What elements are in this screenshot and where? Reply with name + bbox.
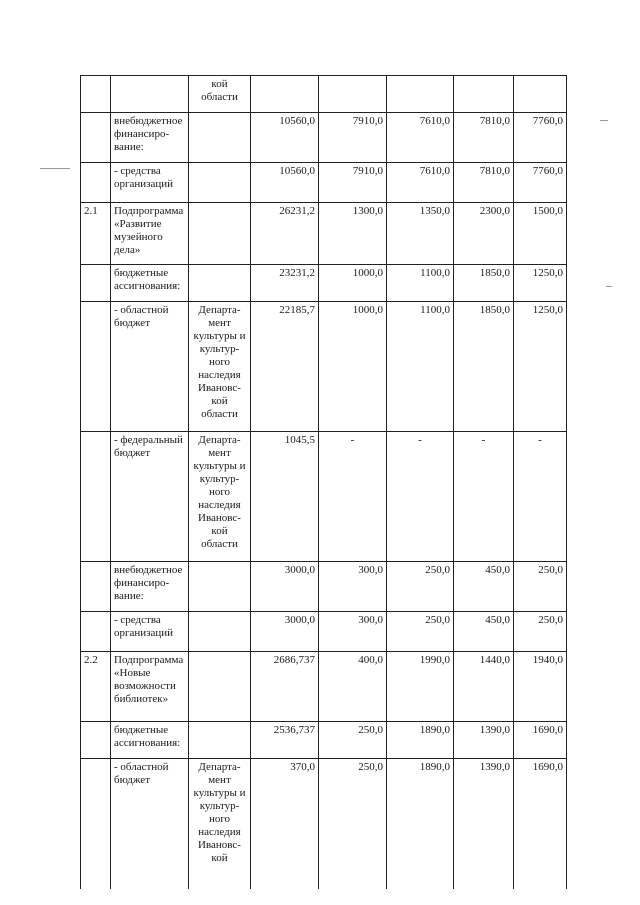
year-2-value-cell: 250,0	[387, 562, 454, 612]
year-1-value-cell: 1300,0	[319, 203, 387, 265]
year-4-value-cell: 7760,0	[514, 113, 567, 163]
table-row	[81, 163, 567, 203]
row-number-cell	[81, 759, 111, 889]
year-1-value-cell: 1000,0	[319, 302, 387, 432]
item-name-cell: внебюджетное финансиро- вание:	[111, 562, 189, 612]
executor-cell	[189, 163, 251, 203]
year-2-value-cell: 1890,0	[387, 759, 454, 889]
scan-artifact-mark	[606, 286, 612, 287]
year-1-value-cell: -	[319, 432, 387, 562]
table-row	[81, 203, 567, 265]
row-number-cell	[81, 265, 111, 302]
year-3-value-cell	[454, 76, 514, 113]
year-2-value-cell: -	[387, 432, 454, 562]
year-3-value-cell: 1850,0	[454, 302, 514, 432]
year-4-value-cell: 1250,0	[514, 302, 567, 432]
year-2-value-cell: 1100,0	[387, 265, 454, 302]
budget-table	[80, 75, 567, 889]
year-3-value-cell: 450,0	[454, 562, 514, 612]
table-row	[81, 562, 567, 612]
item-name-cell: внебюджетное финансиро- вание:	[111, 113, 189, 163]
total-value-cell: 3000,0	[251, 562, 319, 612]
executor-cell: кой области	[189, 76, 251, 113]
year-4-value-cell: 1940,0	[514, 652, 567, 722]
year-3-value-cell: 7810,0	[454, 163, 514, 203]
year-4-value-cell	[514, 76, 567, 113]
executor-cell: Департа- мент культуры и культур- ного наследия Ивановс- кой области	[189, 302, 251, 432]
year-2-value-cell	[387, 76, 454, 113]
year-3-value-cell: 1390,0	[454, 759, 514, 889]
year-1-value-cell	[319, 76, 387, 113]
year-3-value-cell: -	[454, 432, 514, 562]
table-row	[81, 76, 567, 113]
row-number-cell	[81, 562, 111, 612]
row-number-cell	[81, 302, 111, 432]
item-name-cell: - средства организаций	[111, 612, 189, 652]
year-3-value-cell: 7810,0	[454, 113, 514, 163]
item-name-cell: Подпрограмма «Развитие музейного дела»	[111, 203, 189, 265]
year-4-value-cell: 1500,0	[514, 203, 567, 265]
executor-cell	[189, 562, 251, 612]
year-1-value-cell: 300,0	[319, 562, 387, 612]
executor-cell	[189, 113, 251, 163]
item-name-cell	[111, 76, 189, 113]
year-4-value-cell: 250,0	[514, 612, 567, 652]
row-number-cell	[81, 163, 111, 203]
total-value-cell: 2536,737	[251, 722, 319, 759]
year-2-value-cell: 1990,0	[387, 652, 454, 722]
total-value-cell: 2686,737	[251, 652, 319, 722]
table-row	[81, 432, 567, 562]
table-row	[81, 652, 567, 722]
year-1-value-cell: 400,0	[319, 652, 387, 722]
executor-cell	[189, 652, 251, 722]
year-2-value-cell: 7610,0	[387, 113, 454, 163]
total-value-cell: 23231,2	[251, 265, 319, 302]
year-4-value-cell: 1690,0	[514, 722, 567, 759]
executor-cell: Департа- мент культуры и культур- ного наследия Ивановс- кой	[189, 759, 251, 889]
table-row	[81, 722, 567, 759]
table-row	[81, 612, 567, 652]
item-name-cell: - областной бюджет	[111, 302, 189, 432]
item-name-cell: - областной бюджет	[111, 759, 189, 889]
total-value-cell: 1045,5	[251, 432, 319, 562]
executor-cell: Департа- мент культуры и культур- ного наследия Ивановс- кой области	[189, 432, 251, 562]
item-name-cell: бюджетные ассигнования:	[111, 722, 189, 759]
year-3-value-cell: 1850,0	[454, 265, 514, 302]
row-number-cell	[81, 113, 111, 163]
table-row	[81, 113, 567, 163]
total-value-cell: 10560,0	[251, 113, 319, 163]
total-value-cell	[251, 76, 319, 113]
executor-cell	[189, 203, 251, 265]
row-number-cell: 2.1	[81, 203, 111, 265]
row-number-cell: 2.2	[81, 652, 111, 722]
total-value-cell: 26231,2	[251, 203, 319, 265]
executor-cell	[189, 722, 251, 759]
executor-cell	[189, 612, 251, 652]
item-name-cell: Подпрограмма «Новые возможности библиотек»	[111, 652, 189, 722]
executor-cell	[189, 265, 251, 302]
year-3-value-cell: 1390,0	[454, 722, 514, 759]
scan-artifact-mark	[600, 120, 608, 121]
row-number-cell	[81, 76, 111, 113]
scan-artifact-mark	[40, 168, 70, 169]
year-4-value-cell: 250,0	[514, 562, 567, 612]
row-number-cell	[81, 432, 111, 562]
year-1-value-cell: 1000,0	[319, 265, 387, 302]
item-name-cell: - средства организаций	[111, 163, 189, 203]
table-row	[81, 759, 567, 889]
total-value-cell: 10560,0	[251, 163, 319, 203]
year-1-value-cell: 250,0	[319, 759, 387, 889]
total-value-cell: 3000,0	[251, 612, 319, 652]
item-name-cell: - федеральный бюджет	[111, 432, 189, 562]
year-2-value-cell: 1100,0	[387, 302, 454, 432]
year-3-value-cell: 450,0	[454, 612, 514, 652]
year-2-value-cell: 7610,0	[387, 163, 454, 203]
year-3-value-cell: 1440,0	[454, 652, 514, 722]
year-1-value-cell: 250,0	[319, 722, 387, 759]
year-2-value-cell: 1890,0	[387, 722, 454, 759]
total-value-cell: 22185,7	[251, 302, 319, 432]
year-2-value-cell: 250,0	[387, 612, 454, 652]
row-number-cell	[81, 612, 111, 652]
year-4-value-cell: -	[514, 432, 567, 562]
year-1-value-cell: 7910,0	[319, 113, 387, 163]
year-1-value-cell: 300,0	[319, 612, 387, 652]
year-2-value-cell: 1350,0	[387, 203, 454, 265]
total-value-cell: 370,0	[251, 759, 319, 889]
table-row	[81, 302, 567, 432]
row-number-cell	[81, 722, 111, 759]
year-3-value-cell: 2300,0	[454, 203, 514, 265]
year-4-value-cell: 7760,0	[514, 163, 567, 203]
year-4-value-cell: 1250,0	[514, 265, 567, 302]
year-1-value-cell: 7910,0	[319, 163, 387, 203]
item-name-cell: бюджетные ассигнования:	[111, 265, 189, 302]
table-row	[81, 265, 567, 302]
year-4-value-cell: 1690,0	[514, 759, 567, 889]
